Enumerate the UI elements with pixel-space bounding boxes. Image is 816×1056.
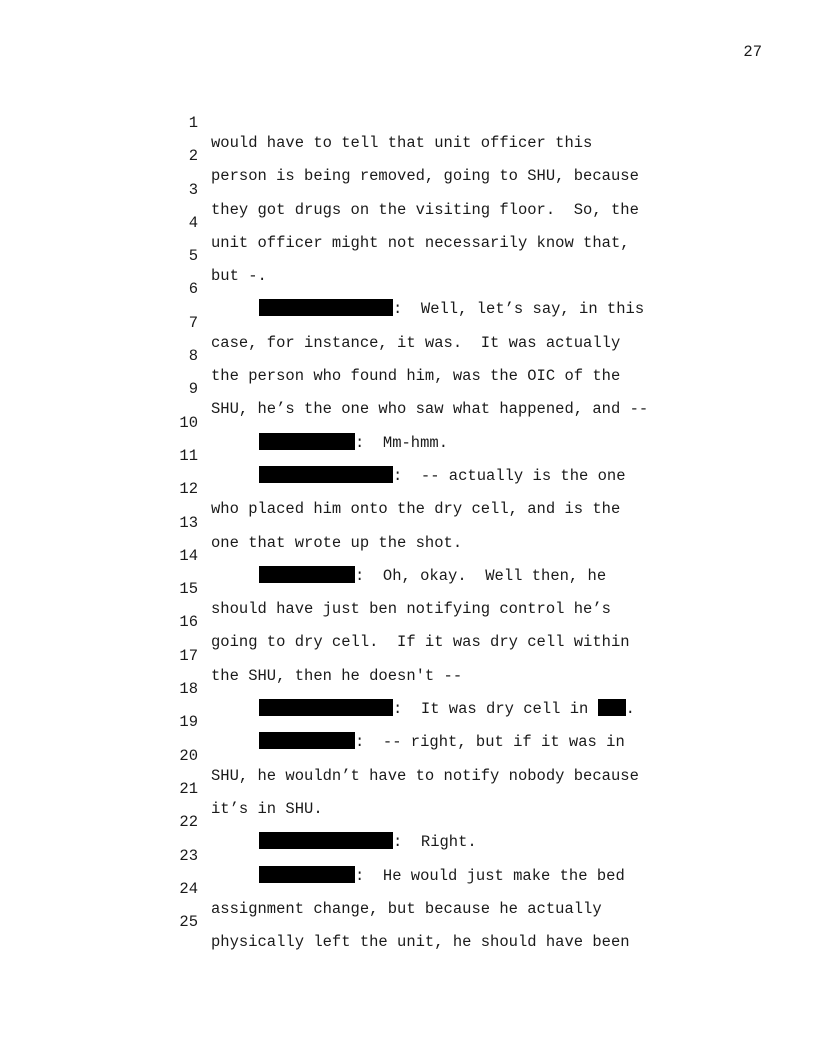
line-text: SHU, he’s the one who saw what happened, and -- xyxy=(211,400,649,419)
transcript-line xyxy=(160,826,680,885)
transcript-line xyxy=(160,293,680,352)
line-number: 5 xyxy=(188,247,198,266)
line-text: would have to tell that unit officer this xyxy=(211,134,593,152)
line-number: 19 xyxy=(179,713,198,732)
line-text: it’s in SHU. xyxy=(211,799,323,818)
transcript-line xyxy=(160,426,680,485)
line-number: 15 xyxy=(179,580,198,599)
line-text: : -- actually is the one xyxy=(393,466,626,485)
line-text-end: . xyxy=(625,700,635,719)
line-text: : Mm-hmm. xyxy=(355,433,449,452)
line-text: who placed him onto the dry cell, and is the xyxy=(211,500,621,519)
transcript-line xyxy=(160,359,680,419)
transcript-line xyxy=(160,160,680,219)
line-number: 16 xyxy=(179,613,198,632)
line-number: 17 xyxy=(179,646,198,665)
line-number: 18 xyxy=(179,680,198,699)
line-number: 3 xyxy=(188,180,198,199)
line-text: physically left the unit, he should have been xyxy=(211,933,630,952)
transcript-line xyxy=(160,859,680,918)
line-text: should have just ben notifying control he’s xyxy=(211,600,611,619)
transcript-line xyxy=(160,692,680,752)
line-text: one that wrote up the shot. xyxy=(211,533,463,552)
transcript-line xyxy=(160,659,680,719)
transcript-line xyxy=(160,626,680,685)
line-number: 20 xyxy=(179,746,198,765)
transcript-line xyxy=(160,193,680,252)
line-text: case, for instance, it was. It was actually xyxy=(211,333,621,352)
line-text: : It was dry cell in xyxy=(393,700,598,719)
line-number: 1 xyxy=(188,114,198,132)
transcript-line xyxy=(160,459,680,519)
line-text: person is being removed, going to SHU, because xyxy=(211,167,639,186)
line-number: 10 xyxy=(179,413,198,432)
transcript-line xyxy=(160,592,680,652)
transcript-line xyxy=(160,493,680,552)
transcript-line xyxy=(160,559,680,619)
transcript-line xyxy=(160,792,680,852)
line-number: 23 xyxy=(179,846,198,865)
transcript-line xyxy=(160,393,680,452)
line-text: the person who found him, was the OIC of the xyxy=(211,367,621,386)
line-text: SHU, he wouldn’t have to notify nobody because xyxy=(211,766,639,785)
line-number: 12 xyxy=(179,480,198,499)
line-number: 2 xyxy=(188,147,198,166)
line-number: 22 xyxy=(179,813,198,832)
page-number: 27 xyxy=(743,43,762,61)
transcript-line xyxy=(160,226,680,286)
line-number: 14 xyxy=(179,546,198,565)
line-number: 25 xyxy=(179,913,198,932)
transcript-line xyxy=(160,759,680,818)
transcript-line xyxy=(160,259,680,319)
transcript-line xyxy=(160,93,680,152)
line-text: : He would just make the bed xyxy=(355,866,625,885)
line-text: going to dry cell. If it was dry cell within xyxy=(211,633,630,652)
line-text: : -- right, but if it was in xyxy=(355,733,625,752)
line-number: 21 xyxy=(179,779,198,798)
line-text: unit officer might not necessarily know that, xyxy=(211,233,630,252)
line-text: : Well, let’s say, in this xyxy=(393,300,645,319)
line-text: : Right. xyxy=(393,833,477,852)
transcript-line xyxy=(160,126,680,186)
line-number: 6 xyxy=(188,280,198,299)
transcript-body xyxy=(160,93,680,952)
line-text: but -. xyxy=(211,267,267,286)
line-number: 4 xyxy=(188,213,198,232)
line-text: the SHU, then he doesn't -- xyxy=(211,666,463,685)
line-number: 9 xyxy=(188,380,198,399)
line-text: they got drugs on the visiting floor. So, the xyxy=(211,200,639,219)
line-number: 11 xyxy=(179,446,198,465)
line-number: 13 xyxy=(179,513,198,532)
transcript-line xyxy=(160,726,680,785)
transcript-line xyxy=(160,526,680,585)
line-number: 24 xyxy=(179,879,198,898)
line-text: assignment change, but because he actually xyxy=(211,899,602,918)
transcript-line xyxy=(160,326,680,386)
transcript-line xyxy=(160,892,680,952)
line-number: 7 xyxy=(188,313,198,332)
line-text: : Oh, okay. Well then, he xyxy=(355,566,607,585)
line-number: 8 xyxy=(188,347,198,366)
